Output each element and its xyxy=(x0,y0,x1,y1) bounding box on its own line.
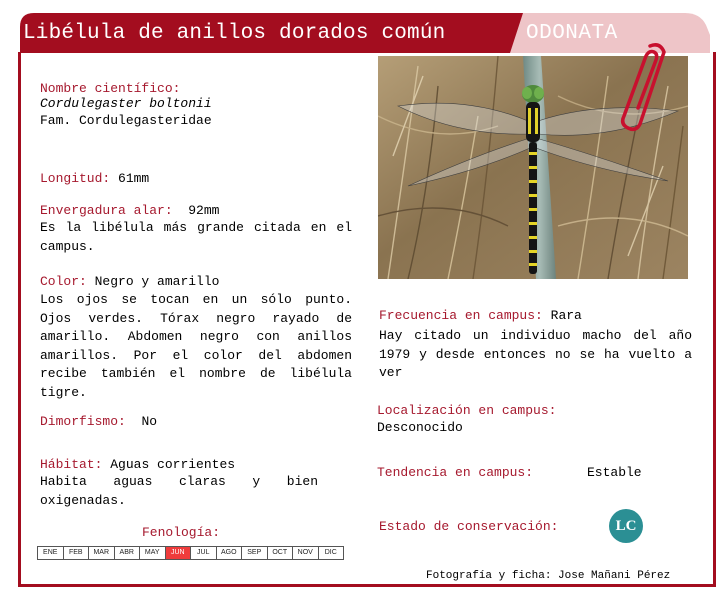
paper-clip-icon xyxy=(620,42,672,139)
family-name: Fam. Cordulegasteridae xyxy=(40,113,212,128)
trend-value: Estable xyxy=(587,465,642,480)
photo-credit: Fotografía y ficha: Jose Mañani Pérez xyxy=(426,570,671,582)
frequency-description: Hay citado un individuo macho del año 1979 y desde entonces no se ha vuelto a ver xyxy=(379,328,692,380)
phenology-month-ago: AGO xyxy=(217,547,243,559)
scientific-name: Cordulegaster boltonii xyxy=(40,96,212,111)
wingspan-value: 92mm xyxy=(188,203,220,218)
habitat-row xyxy=(40,456,235,474)
frame-bottom xyxy=(18,584,716,587)
color-row xyxy=(40,273,219,291)
length-value: 61mm xyxy=(118,171,150,186)
phenology-month-nov: NOV xyxy=(293,547,319,559)
color-label: Color: xyxy=(40,274,87,289)
habitat-value: Aguas corrientes xyxy=(110,457,236,472)
scientific-name-label: Nombre científico: xyxy=(40,81,181,96)
length-row xyxy=(40,170,149,188)
dimorphism-row xyxy=(40,413,157,431)
phenology-month-sep: SEP xyxy=(242,547,268,559)
dimorphism-label: Dimorfismo: xyxy=(40,414,126,429)
page-title: Libélula de anillos dorados común xyxy=(23,22,446,45)
dimorphism-value: No xyxy=(141,414,158,429)
frequency-row xyxy=(379,307,582,325)
frequency-value: Rara xyxy=(550,308,582,323)
location-value: Desconocido xyxy=(377,420,463,435)
phenology-month-jun: JUN xyxy=(166,547,192,559)
frame-right xyxy=(713,52,716,586)
frame-left xyxy=(18,52,21,586)
color-value: Negro y amarillo xyxy=(94,274,220,289)
phenology-month-ene: ENE xyxy=(38,547,64,559)
color-description: Los ojos se tocan en un sólo punto. Ojos verdes. Tórax negro rayado de amarillo. Abdomen negro con anillos amarillos. Por el color del abdomen recibe también el nombre de libélula tigre. xyxy=(40,292,352,400)
trend-label: Tendencia en campus: xyxy=(377,465,534,480)
habitat-label: Hábitat: xyxy=(40,457,103,472)
wingspan-row xyxy=(40,202,219,220)
wingspan-note: Es la libélula más grande citada en el campus. xyxy=(40,220,352,254)
phenology-month-feb: FEB xyxy=(64,547,90,559)
phenology-month-mar: MAR xyxy=(89,547,115,559)
wingspan-label: Envergadura alar: xyxy=(40,203,173,218)
phenology-month-oct: OCT xyxy=(268,547,294,559)
conservation-label: Estado de conservación: xyxy=(379,519,559,534)
phenology-table xyxy=(37,546,344,560)
conservation-status-badge: LC xyxy=(609,509,643,543)
phenology-label: Fenología: xyxy=(142,525,221,540)
order-label: ODONATA xyxy=(526,22,618,45)
phenology-month-dic: DIC xyxy=(319,547,344,559)
frequency-label: Frecuencia en campus: xyxy=(379,308,543,323)
phenology-month-may: MAY xyxy=(140,547,166,559)
length-label: Longitud: xyxy=(40,171,111,186)
habitat-description: Habita aguas claras y bien oxigenadas. xyxy=(40,474,318,508)
phenology-month-jul: JUL xyxy=(191,547,217,559)
location-label: Localización en campus: xyxy=(377,403,557,418)
phenology-month-abr: ABR xyxy=(115,547,141,559)
